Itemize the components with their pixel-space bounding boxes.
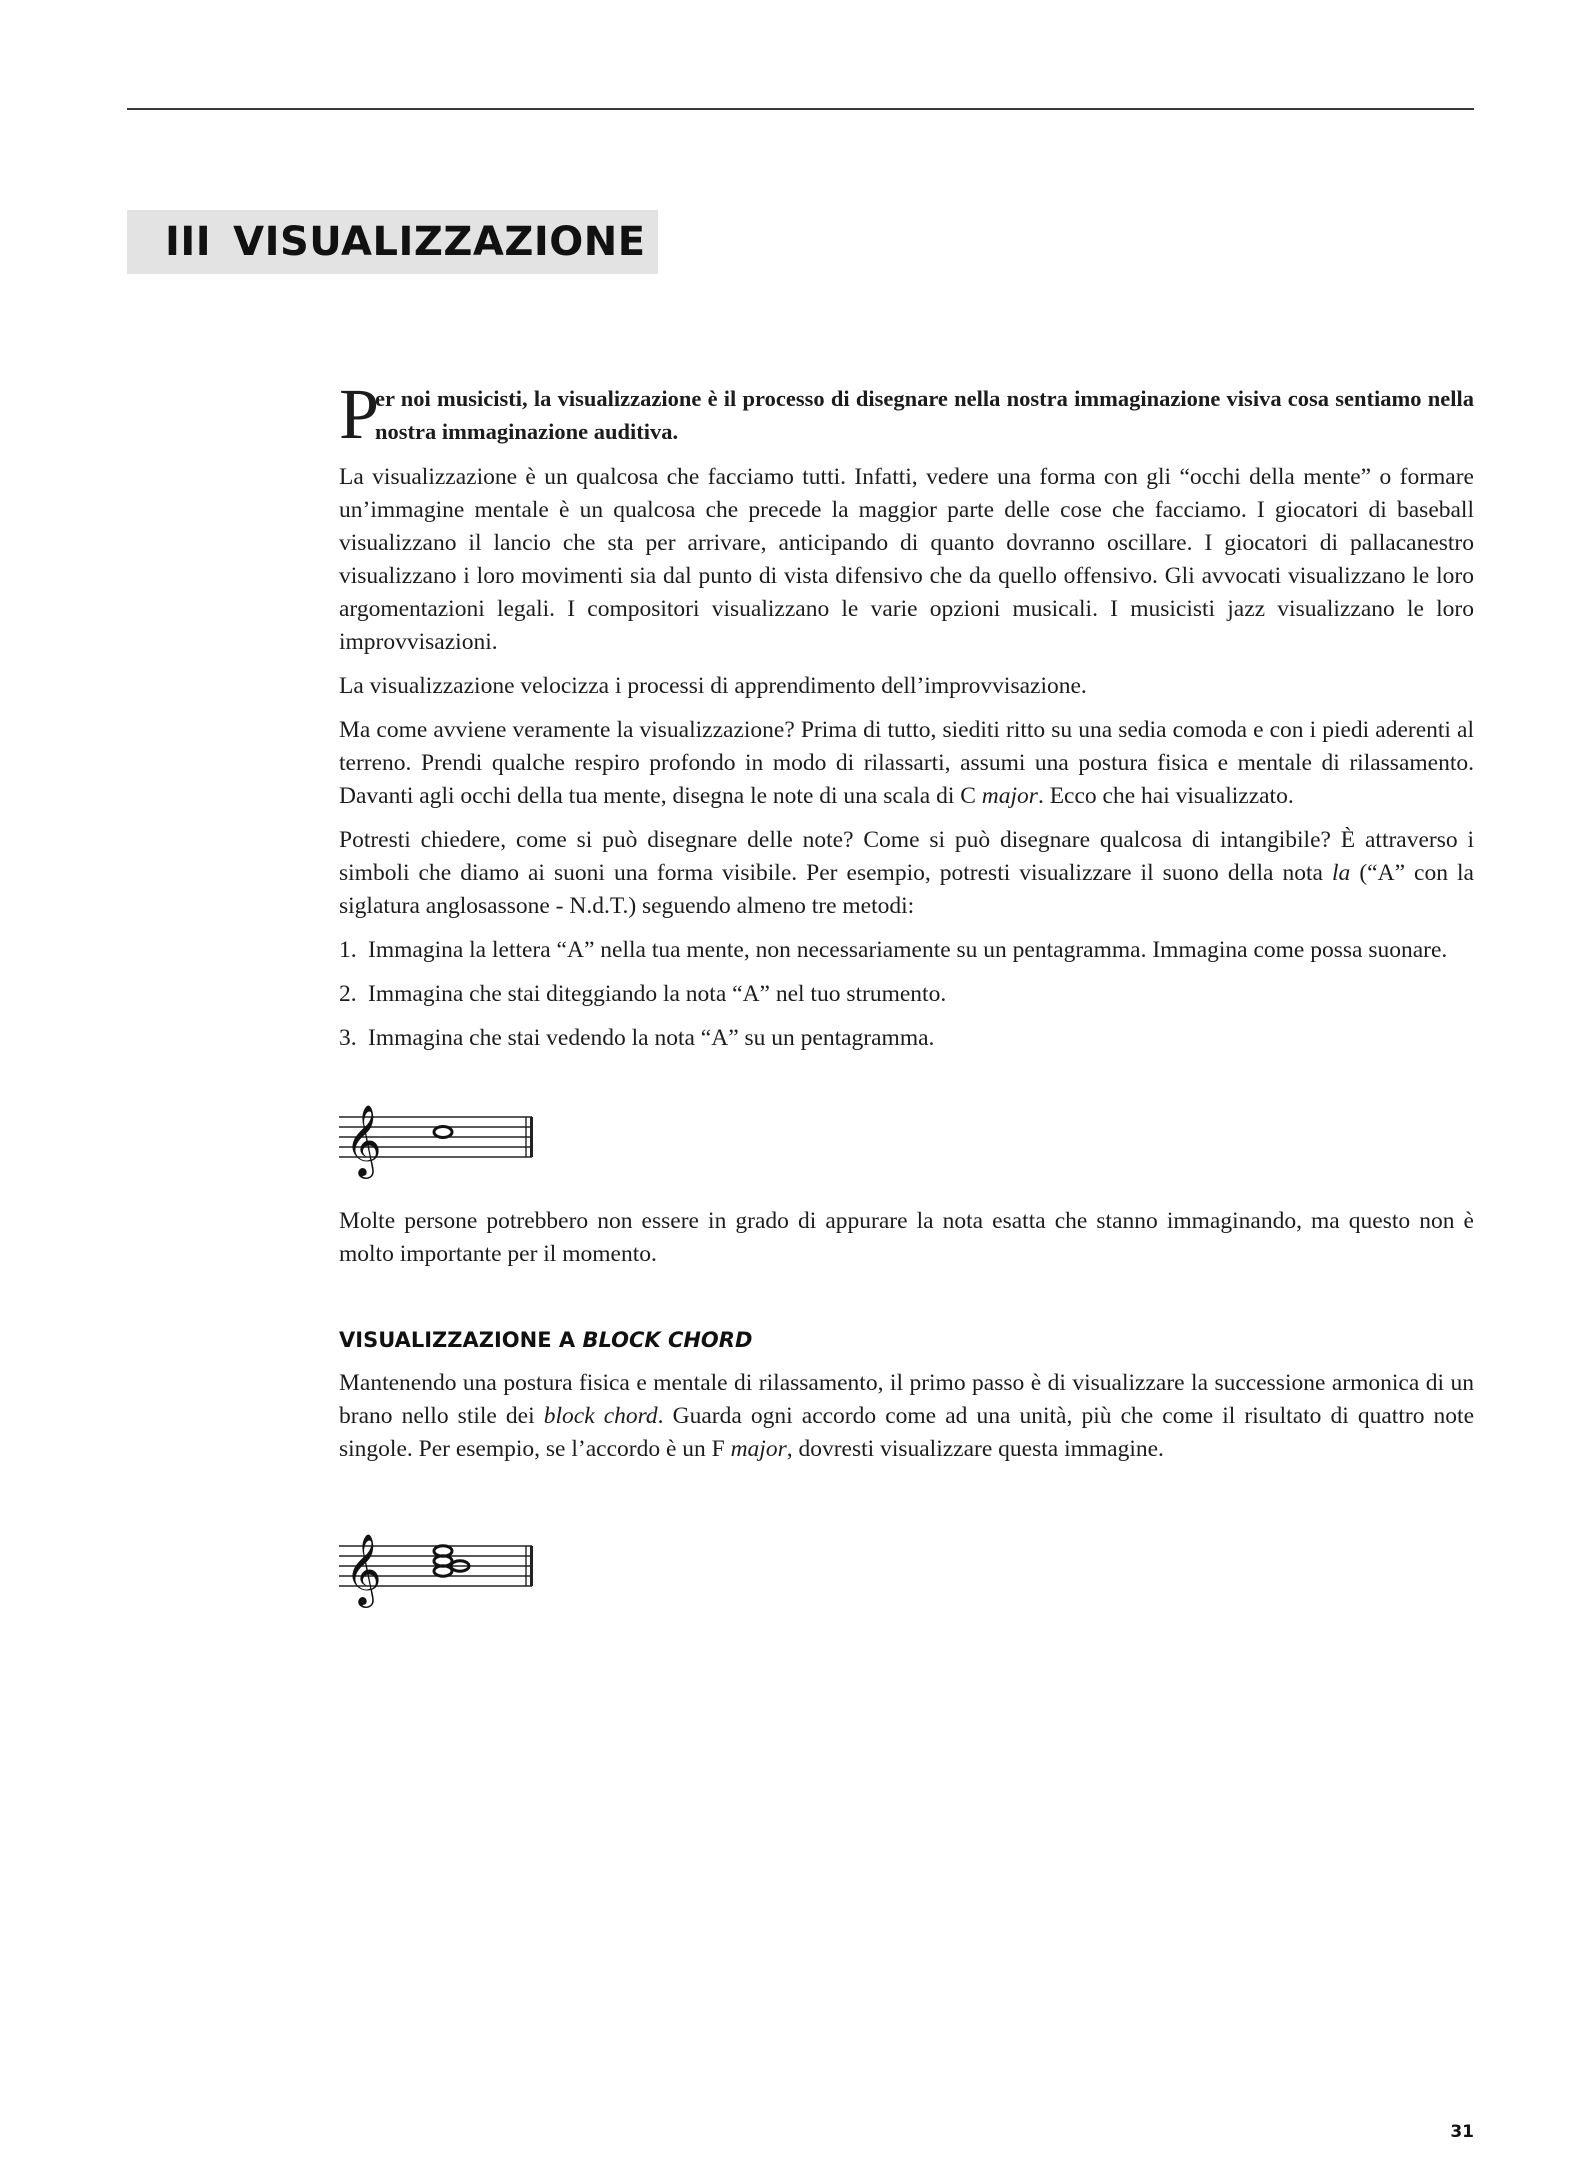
paragraph-5: Molte persone potrebbero non essere in grado di appurare la nota esatta che stanno immaginando, ma questo non è molto importante per il momento. — [339, 1208, 1474, 1267]
list-item — [339, 1022, 1474, 1055]
page-number: 31 — [1450, 2122, 1474, 2142]
intro-paragraph — [339, 374, 1474, 454]
chord-notes-icon — [434, 1546, 469, 1576]
list-item — [339, 934, 1474, 967]
chapter-title — [165, 220, 646, 264]
list-text: Immagina la lettera “A” nella tua mente, non necessariamente su un pentagramma. Immagina come possa suonare. — [368, 937, 1448, 963]
section-text-c: , dovresti visualizzare questa immagine. — [786, 1436, 1164, 1462]
whole-note-a-icon — [434, 1127, 452, 1138]
header-rule — [127, 108, 1474, 110]
list-number: 3. — [339, 1025, 357, 1051]
staff-example-a-note — [339, 1077, 1474, 1205]
section-text-a: Mantenendo una postura fisica e mentale di rilassamento, il primo passo è di visualizzare la successione armonica di un brano nello stile dei — [339, 1370, 1474, 1429]
section-text-b: . Guarda ogni accordo come ad una unità, più che come il risultato di quattro note singole. Per esempio, se l’accordo è un F — [339, 1403, 1474, 1462]
treble-clef-icon: 𝄞 — [345, 1103, 382, 1176]
staff-f-chord-figure — [339, 1506, 559, 1616]
section-italic-a: block chord — [543, 1403, 658, 1429]
paragraph-2: La visualizzazione velocizza i processi di apprendimento dell’improvvisazione. — [339, 673, 1087, 699]
chapter-header — [127, 210, 658, 274]
paragraph-1: La visualizzazione è un qualcosa che facciamo tutti. Infatti, vedere una forma con gli “occhi della mente” o formare un’immagine mentale è un qualcosa che precede la maggior parte delle cose che facciamo. I giocatori di baseball visualizzano il lancio che sta per arrivare, anticipando di quanto dovranno oscillare. I giocatori di pallacanestro visualizzano i loro movimenti sia dal punto di vista difensivo che da quello offensivo. Gli avvocati visualizzano le loro argomentazioni legali. I compositori visualizzano le varie opzioni musicali. I musicisti jazz visualizzano le loro improvvisazioni. — [339, 464, 1474, 655]
paragraph-3-text-b: . Ecco che hai visualizzato. — [1037, 783, 1294, 809]
methods-list — [339, 934, 1474, 1055]
body-text — [339, 374, 1474, 1634]
paragraph-3 — [339, 714, 1474, 813]
paragraph-4 — [339, 824, 1474, 923]
chapter-number: III — [165, 219, 212, 265]
chapter-title-text: VISUALIZZAZIONE — [233, 219, 646, 265]
paragraph-4-text-b: (“A” con la siglatura anglosassone - N.d.T.) seguendo almeno tre metodi: — [339, 860, 1474, 919]
list-item — [339, 978, 1474, 1011]
staff-a-note-figure — [339, 1077, 559, 1187]
section-paragraph — [339, 1367, 1474, 1466]
list-number: 1. — [339, 937, 357, 963]
list-number: 2. — [339, 981, 357, 1007]
drop-cap: P — [339, 374, 380, 454]
staff-example-f-major-chord — [339, 1506, 1474, 1634]
treble-clef-icon: 𝄞 — [345, 1532, 382, 1605]
paragraph-3-text-a: Ma come avviene veramente la visualizzazione? Prima di tutto, siediti ritto su una sedia comoda e con i piedi aderenti al terreno. Prendi qualche respiro profondo in modo di rilassarti, assumi una postura fisica e mentale di rilassamento. Davanti agli occhi della tua mente, disegna le note di una scala di C — [339, 717, 1474, 809]
section-heading — [339, 1325, 1474, 1355]
section-italic-b: major — [730, 1436, 787, 1462]
intro-lead-text: er noi musicisti, la visualizzazione è il processo di disegnare nella nostra immaginazione visiva cosa sentiamo nella nostra immaginazione auditiva. — [375, 386, 1474, 444]
paragraph-4-italic: la — [1332, 860, 1351, 886]
list-text: Immagina che stai diteggiando la nota “A” nel tuo strumento. — [368, 981, 947, 1007]
paragraph-4-text-a: Potresti chiedere, come si può disegnare delle note? Come si può disegnare qualcosa di intangibile? È attraverso i simboli che diamo ai suoni una forma visibile. Per esempio, potresti visualizzare il suono della nota — [339, 827, 1474, 886]
list-text: Immagina che stai vedendo la nota “A” su un pentagramma. — [368, 1025, 935, 1051]
section-heading-text: VISUALIZZAZIONE A — [339, 1328, 583, 1352]
section-heading-italic: BLOCK CHORD — [582, 1328, 753, 1352]
paragraph-3-italic: major — [981, 783, 1038, 809]
